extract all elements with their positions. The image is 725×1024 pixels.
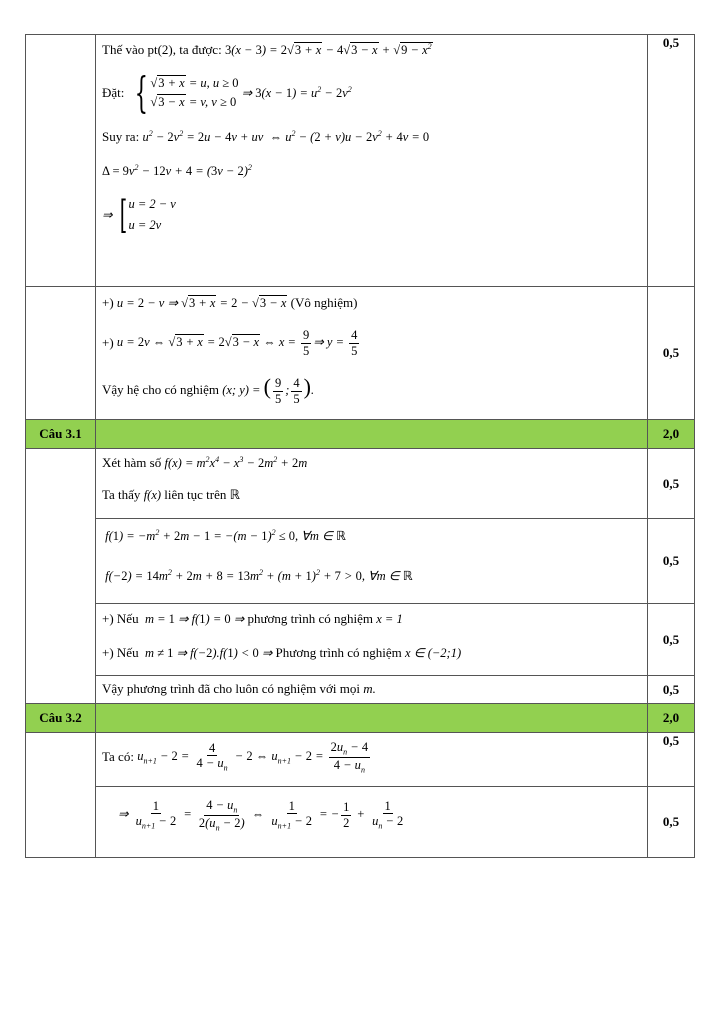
given-text: Ta có:: [102, 749, 134, 765]
solution-cell: +) Nếu m = 1 ⇒ f(1) = 0 ⇒ phương trình có nghiệm x = 1 +) Nếu m ≠ 1 ⇒ f(−2).f(1) < 0 ⇒ Phương trình có nghiệm x ∈ (−2;1): [96, 604, 648, 676]
table-row: [26, 733, 695, 787]
continuity-text: Ta thấy: [102, 487, 141, 503]
empty-label-cell: [26, 287, 96, 420]
function-symbol: f(x): [143, 487, 162, 502]
section-header-3-1: [26, 420, 695, 449]
continuity-text-2: liên tục trên: [164, 487, 227, 503]
section-score: 2,0: [648, 704, 695, 733]
empty-label-cell: [26, 733, 96, 858]
real-set-symbol: ℝ: [229, 487, 240, 503]
table-row: [26, 287, 695, 420]
empty-label-cell: [26, 35, 96, 287]
case-prefix: +) Nếu: [102, 645, 139, 661]
math-substitution: Thế vào pt(2), ta được: $3(x - 3) = 2√3 + x - 4√3 - x + √9 - x^2$ Đặt: { √3 + x = u, u ≥ 0 √3 − x = v, v ≥ 0 ⇒ $3(x - 1) = u^2 - 2v^2$ Suy ra: $u^2 - 2v^2 = 2u - 4v$ + uv ⇔ $u^2 - (2 + v)u - 2v^2 + 4v = 0$ $\Delta = 9v^2 - 12v + 4 = (3v - 2)^2$ ⇒ [ u = 2 − v u = 2v: [102, 41, 432, 237]
section-score: 2,0: [648, 420, 695, 449]
table-row: [26, 787, 695, 858]
substitute-label: Đặt:: [102, 85, 125, 101]
solution-cell: Xét hàm số $f(x) = m^2x^4 - x^3 - 2m^2 + 2m$ Ta thấy f(x) liên tục trên ℝ: [96, 449, 648, 519]
substitution-system: { √3 + x = u, u ≥ 0 √3 − x = v, v ≥ 0: [134, 68, 239, 117]
solution-cell: [96, 676, 648, 704]
section-label: Câu 3.1: [26, 420, 96, 449]
conclusion-text: Vậy phương trình đã cho luôn có nghiệm với mọi: [102, 681, 361, 697]
score-cell: 0,5: [648, 733, 695, 787]
case-prefix: +): [102, 295, 114, 311]
section-header-3-2: [26, 704, 695, 733]
score-cell: 0,5: [648, 287, 695, 420]
score-cell: 0,5: [648, 519, 695, 604]
case-prefix: +) Nếu: [102, 611, 139, 627]
grading-table: [25, 34, 695, 858]
table-row: [26, 449, 695, 519]
table-row: [26, 604, 695, 676]
case-2: u = 2v: [128, 218, 162, 232]
solution-cell: $f(1) = -m^2 + 2m - 1 = -(m - 1)^2 \le 0$, ∀m ∈ ℝ $f(-2) = 14m^2 + 2m + 8 = 13m^2 + (m + 1)^2 + 7 > 0$, ∀m ∈ ℝ: [96, 519, 648, 604]
deduce-label: Suy ra:: [102, 129, 140, 145]
section-label: Câu 3.2: [26, 704, 96, 733]
no-solution-note: (Vô nghiệm): [290, 295, 358, 311]
function-intro: Xét hàm số: [102, 455, 162, 471]
score-cell: 0,5: [648, 676, 695, 704]
solution-cell: Ta có: $u_{n+1} - 2$ = $\frac{4}{4 - u_n}$ − 2 ⇔ $u_{n+1} - 2$ = $\frac{2u_n - 4}{4 - u_n}$: [96, 733, 648, 787]
case-text: phương trình có nghiệm: [247, 611, 373, 627]
solution-cell: +) u = 2 − v ⇒ √3 + x = 2 − √3 − x (Vô nghiệm) +) u = 2v ⇔ √3 + x = 2√3 − x ⇔ x = $\frac{9}{5}$ ⇒ y = $\frac{4}{5}$ Vậy hệ cho có nghiệm (x; y) = ( $\frac{9}{5}$ ; $\frac{4}{5}$ ).: [96, 287, 648, 420]
solution-cell: ⇒ $\frac{1}{u_{n+1} - 2}$ = $\frac{4 - u_n}{2(u_n - 2)}$ ⇔ $\frac{1}{u_{n+1} - 2}$ = − $\frac{1}{2}$ + $\frac{1}{u_n - 2}$: [96, 787, 648, 858]
substitution-text: Thế vào pt(2), ta được:: [102, 42, 222, 58]
table-row: [26, 519, 695, 604]
case-solution: x = 1: [376, 611, 403, 626]
case-solution: x ∈ (−2;1): [405, 645, 462, 660]
case-1: u = 2 − v: [128, 197, 176, 211]
conclusion-text: Vậy hệ cho có nghiệm: [102, 382, 219, 398]
score-cell: 0,5: [648, 787, 695, 858]
discriminant: $\Delta = 9v^2 - 12v + 4 = (3v - 2)^2$: [102, 162, 252, 179]
score-cell: 0,5: [648, 449, 695, 519]
section-spacer: [96, 704, 648, 733]
empty-label-cell: [26, 449, 96, 704]
score-cell: 0,5: [648, 35, 695, 287]
solution-cell: [96, 35, 648, 287]
score-cell: 0,5: [648, 604, 695, 676]
section-spacer: [96, 420, 648, 449]
case-prefix: +): [102, 335, 114, 351]
conclusion-var: m.: [363, 681, 376, 697]
case-system: [ u = 2 − v u = 2v: [119, 193, 176, 237]
case-text: Phương trình có nghiệm: [275, 645, 402, 661]
table-row: [26, 35, 695, 287]
table-row: [26, 676, 695, 704]
